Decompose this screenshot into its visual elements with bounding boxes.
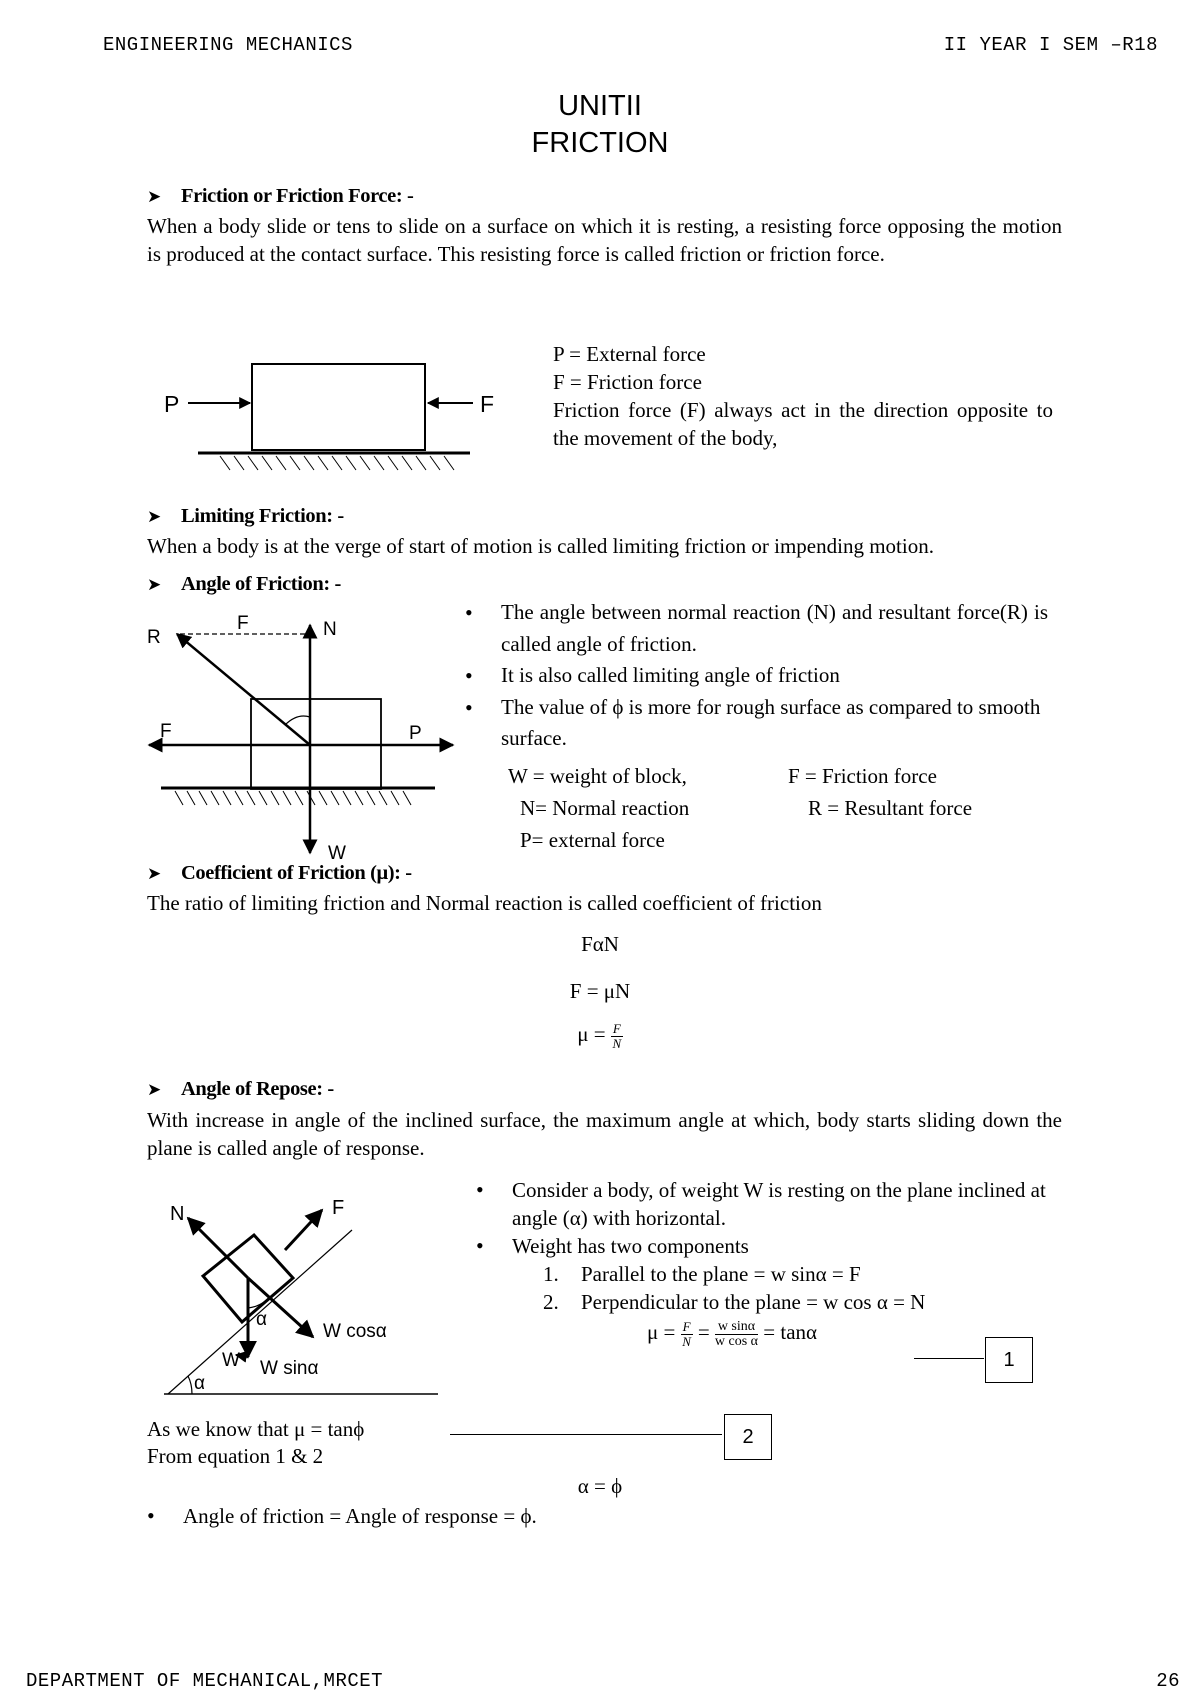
- label-f: F: [332, 1197, 345, 1219]
- label-w: W: [328, 843, 346, 864]
- final-statement: [147, 1502, 1047, 1530]
- legend-w: W = weight of block,: [508, 764, 687, 788]
- arrow-bullet-icon: ➤: [147, 187, 161, 207]
- angle-of-friction-diagram: [145, 605, 465, 865]
- fraction-wsin-over-wcos: $\frac{\text{w sinα}}{\text{w cos α}}$: [714, 1318, 759, 1349]
- equation-f-alpha-n: FαN: [581, 932, 619, 956]
- equation-leader-2: [450, 1434, 722, 1435]
- label-w-cos: W cosα: [323, 1321, 387, 1342]
- legend-p: P= external force: [520, 828, 665, 852]
- label-f-left: F: [160, 721, 172, 742]
- arrow-bullet-icon: ➤: [147, 864, 161, 884]
- header-left: ENGINEERING MECHANICS: [103, 34, 353, 56]
- label-alpha-bottom: α: [194, 1373, 205, 1394]
- inclined-plane-diagram: [160, 1190, 450, 1405]
- angle-of-friction-notes: [465, 597, 1048, 755]
- equation-mu-tan: μ = $\frac{F}{N}$ = $\frac{\text{w sinα}}{\text{w cos α}}$ = tanα: [647, 1318, 818, 1349]
- friction-legend: [553, 340, 1053, 452]
- from-equations: From equation 1 & 2: [147, 1444, 324, 1468]
- angle-of-repose-definition: With increase in angle of the inclined surface, the maximum angle at which, body starts sliding down the plane is called angle of response.: [147, 1108, 1062, 1160]
- page-number: 26: [1156, 1670, 1180, 1692]
- fraction-f-over-n: $\frac{F}{N}$: [612, 1020, 622, 1051]
- list-item: • Consider a body, of weight W is resting on the plane inclined at angle (α) with horizontal.: [476, 1176, 1048, 1232]
- mu-tan-phi-statement: As we know that μ = tanϕ: [147, 1417, 365, 1441]
- component-list: [543, 1260, 925, 1316]
- legend-r: R = Resultant force: [808, 796, 973, 820]
- equation-mu: μ = $\frac{F}{N}$: [577, 1020, 622, 1051]
- list-item: • Weight has two components: [476, 1232, 1048, 1260]
- section-heading-coefficient: ➤ Coefficient of Friction (μ): -: [147, 862, 412, 884]
- list-item: • Angle of friction = Angle of response = ϕ.: [147, 1502, 1047, 1530]
- legend-p: P = External force: [553, 342, 706, 366]
- friction-force-diagram: [160, 350, 495, 475]
- fraction-f-over-n: $\frac{F}{N}$: [682, 1318, 691, 1349]
- label-p: P: [409, 723, 422, 744]
- friction-definition: When a body slide or tens to slide on a surface on which it is resting, a resisting force opposing the motion is produced at the contact surface. This resisting force is called friction or friction force.: [147, 214, 1062, 266]
- list-item: • The value of ϕ is more for rough surface as compared to smooth surface.: [465, 692, 1048, 755]
- section-heading-angle-of-friction: ➤ Angle of Friction: -: [147, 573, 341, 595]
- label-f-top: F: [237, 613, 249, 634]
- footer-left: DEPARTMENT OF MECHANICAL,MRCET: [26, 1670, 384, 1692]
- list-item: • It is also called limiting angle of friction: [465, 660, 1048, 692]
- label-r: R: [147, 627, 161, 648]
- label-w: W: [222, 1350, 240, 1371]
- list-item: • The angle between normal reaction (N) and resultant force(R) is called angle of friction.: [465, 597, 1048, 660]
- angle-of-friction-list: [465, 597, 1048, 755]
- friction-direction-note: Friction force (F) always act in the direction opposite to the movement of the body,: [553, 398, 1053, 450]
- angle-of-repose-notes: [476, 1176, 1048, 1260]
- label-w-sin: W sinα: [260, 1358, 319, 1379]
- result-alpha-phi: α = ϕ: [577, 1474, 623, 1498]
- arrow-bullet-icon: ➤: [147, 507, 161, 527]
- coefficient-definition: The ratio of limiting friction and Normal reaction is called coefficient of friction: [147, 891, 822, 915]
- label-n: N: [323, 619, 337, 640]
- label-n: N: [170, 1203, 185, 1225]
- arrow-bullet-icon: ➤: [147, 1080, 161, 1100]
- legend-f: F = Friction force: [553, 370, 702, 394]
- page-title: [0, 88, 1200, 162]
- angle-of-repose-list: [476, 1176, 1048, 1260]
- legend-n: N= Normal reaction: [520, 796, 690, 820]
- label-f: F: [480, 391, 495, 417]
- title-line2: FRICTION: [531, 127, 669, 159]
- section-heading-friction: ➤ Friction or Friction Force: -: [147, 185, 414, 207]
- limiting-friction-definition: When a body is at the verge of start of motion is called limiting friction or impending motion.: [147, 534, 934, 558]
- label-alpha-top: α: [256, 1309, 267, 1330]
- header-right: II YEAR I SEM –R18: [943, 34, 1158, 56]
- equation-number-box-2: 2: [724, 1414, 772, 1460]
- equation-f-mu-n: F = μN: [569, 979, 631, 1003]
- list-item: 1. Parallel to the plane = w sinα = F: [543, 1262, 861, 1286]
- equation-number-box-1: 1: [985, 1337, 1033, 1383]
- section-heading-limiting-friction: ➤ Limiting Friction: -: [147, 505, 344, 527]
- legend-f: F = Friction force: [788, 764, 937, 788]
- equation-leader-1: [914, 1358, 984, 1359]
- section-heading-angle-of-repose: ➤ Angle of Repose: -: [147, 1078, 334, 1100]
- label-p: P: [164, 391, 180, 417]
- arrow-bullet-icon: ➤: [147, 575, 161, 595]
- title-line1: UNITII: [558, 90, 642, 122]
- list-item: 2. Perpendicular to the plane = w cos α = N: [543, 1290, 926, 1314]
